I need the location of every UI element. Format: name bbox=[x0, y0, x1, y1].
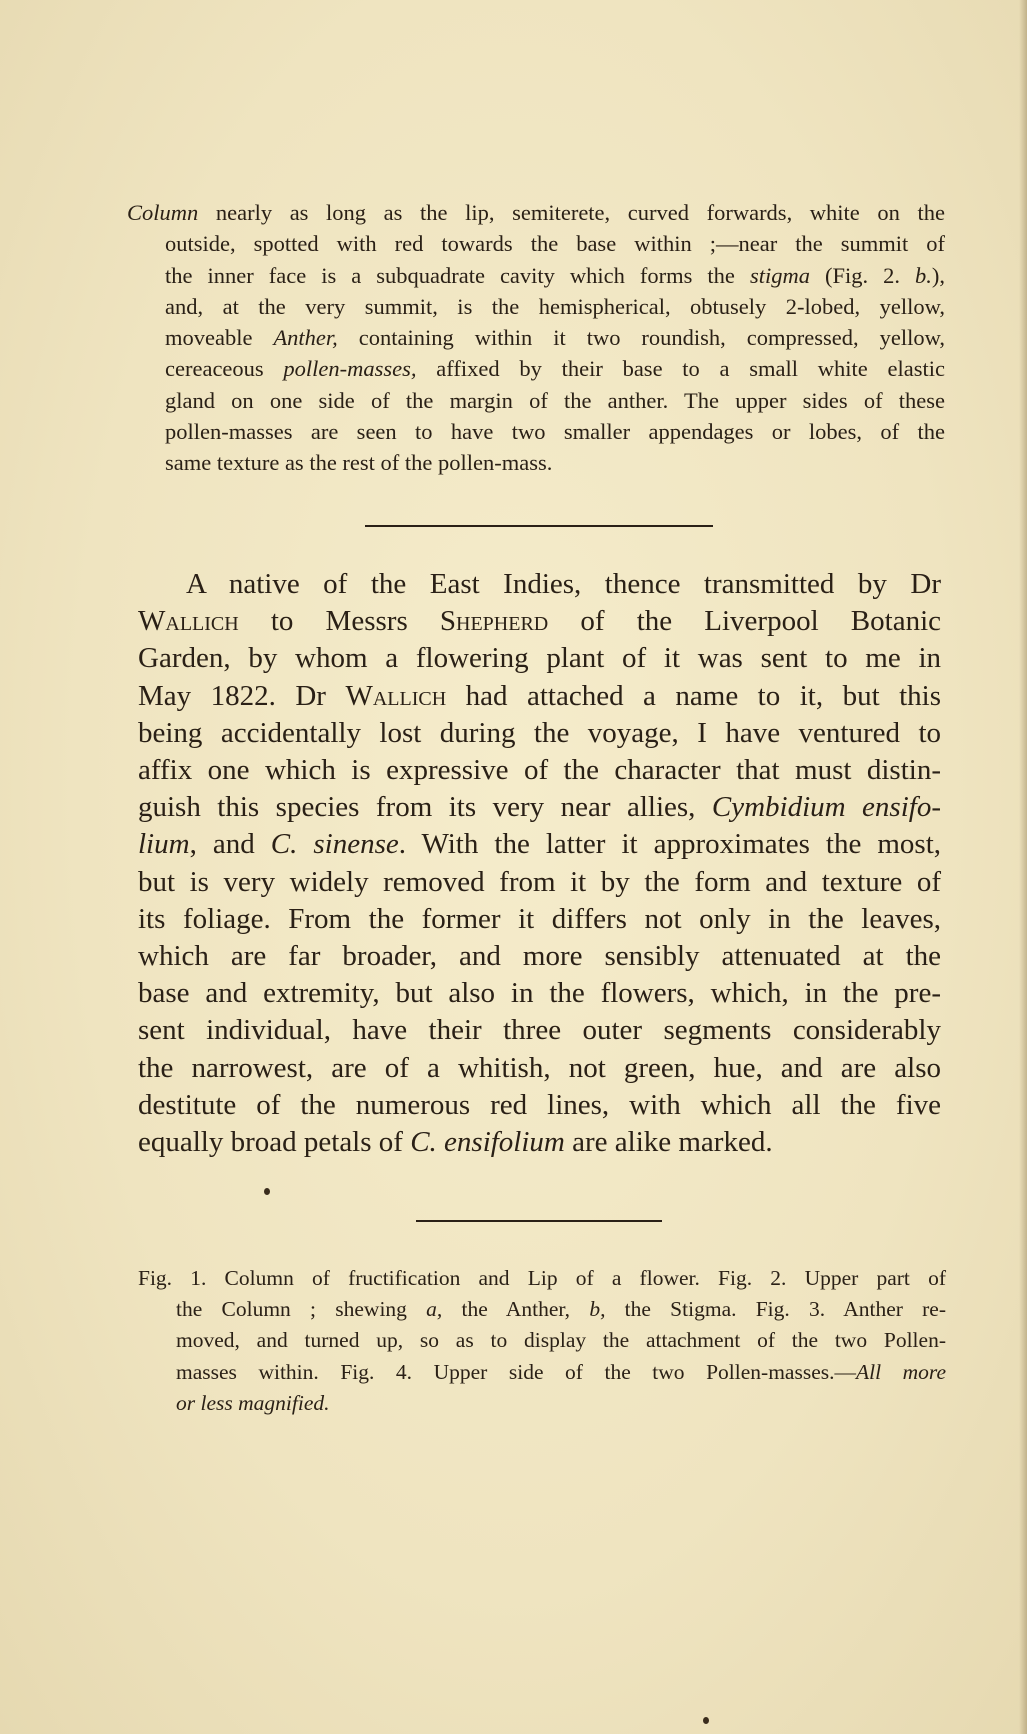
native-text: to Messrs bbox=[238, 605, 440, 638]
native-line-4 bbox=[138, 678, 941, 715]
desc-line-2: outside, spotted with red towards the base within ;—near the summit of bbox=[165, 231, 945, 257]
native-line-6: affix one which is expressive of the character that must distin- bbox=[138, 754, 941, 787]
fig-line-2 bbox=[138, 1294, 946, 1325]
term-stigma: stigma bbox=[749, 262, 810, 288]
desc-line-8: pollen-masses are seen to have two smaller appendages or lobes, of the bbox=[165, 419, 945, 445]
native-text: are alike marked. bbox=[564, 1126, 773, 1159]
native-line-5: being accidentally lost during the voyage, I have ventured to bbox=[138, 716, 941, 749]
native-habitat-paragraph bbox=[138, 566, 941, 1161]
desc-line-6 bbox=[127, 353, 945, 384]
desc-text: ), bbox=[931, 262, 945, 288]
fig-line-1: Fig. 1. Column of fructification and Lip of a flower. Fig. 2. Upper part of bbox=[138, 1266, 946, 1290]
term-column: Column bbox=[127, 200, 199, 225]
desc-line-1 bbox=[127, 197, 945, 228]
ink-speck bbox=[703, 1717, 709, 1724]
native-line-14: the narrowest, are of a whitish, not green, hue, and are also bbox=[138, 1051, 941, 1084]
desc-line-5 bbox=[127, 322, 945, 353]
magnification-note: All more bbox=[856, 1359, 947, 1384]
desc-line-9: same texture as the rest of the pollen-mass. bbox=[165, 450, 553, 476]
name-wallich: Wallich bbox=[138, 605, 239, 638]
desc-text: affixed by their base to a small white elastic bbox=[416, 356, 945, 382]
fig-line-4 bbox=[138, 1357, 946, 1388]
native-line-12: base and extremity, but also in the flowers, which, in the pre- bbox=[138, 977, 941, 1010]
page-edge-shadow bbox=[1019, 0, 1027, 1734]
native-text: May 1822. Dr bbox=[138, 679, 346, 712]
fig-line-5 bbox=[138, 1388, 946, 1419]
section-divider-rule bbox=[365, 525, 713, 527]
name-shepherd: Shepherd bbox=[439, 605, 549, 638]
native-line-7 bbox=[138, 789, 941, 826]
native-line-15: destitute of the numerous red lines, with which all the five bbox=[138, 1088, 941, 1121]
desc-text: cereaceous bbox=[165, 356, 284, 382]
native-line-2 bbox=[138, 603, 941, 640]
desc-line-3 bbox=[127, 260, 945, 291]
fig-text: masses within. Fig. 4. Upper side of the two Pollen-masses.— bbox=[176, 1359, 856, 1384]
species-c-ensifolium: C. ensifolium bbox=[410, 1126, 565, 1159]
figure-caption bbox=[138, 1263, 946, 1419]
native-line-16 bbox=[138, 1124, 941, 1161]
native-line-13: sent individual, have their three outer segments considerably bbox=[138, 1014, 941, 1047]
fig-letter-a: a, bbox=[426, 1297, 443, 1322]
column-description-paragraph bbox=[127, 197, 945, 479]
desc-text: containing within it two roundish, compressed, yellow, bbox=[337, 325, 945, 351]
term-anther: Anther, bbox=[273, 325, 338, 351]
native-line-3: Garden, by whom a flowering plant of it was sent to me in bbox=[138, 642, 941, 675]
native-line-10: its foliage. From the former it differs not only in the leaves, bbox=[138, 902, 941, 935]
desc-line-7: gland on one side of the margin of the anther. The upper sides of these bbox=[165, 387, 945, 413]
fig-text: the Column ; shewing bbox=[176, 1297, 427, 1322]
fig-line-3: moved, and turned up, so as to display the attachment of the two Pollen- bbox=[176, 1328, 946, 1353]
native-line-8 bbox=[138, 826, 941, 863]
desc-text: nearly as long as the lip, semiterete, curved forwards, white on the bbox=[198, 200, 945, 225]
fig-text: the Anther, bbox=[442, 1297, 590, 1322]
native-text: , and bbox=[189, 828, 271, 861]
fig-letter-b: b, bbox=[589, 1297, 606, 1322]
term-pollen-masses: pollen-masses, bbox=[283, 356, 417, 382]
species-c-sinense: C. sinense bbox=[270, 828, 399, 861]
fig-letter: b. bbox=[915, 262, 932, 288]
species-ensifolium-cont: lium bbox=[138, 828, 190, 861]
native-text: of the Liverpool Botanic bbox=[548, 605, 941, 638]
magnification-note-cont: or less magnified. bbox=[176, 1390, 330, 1415]
native-text: had attached a name to it, but this bbox=[446, 679, 941, 712]
fig-text: the Stigma. Fig. 3. Anther re- bbox=[605, 1297, 947, 1322]
species-cymbidium-ensifolium: Cymbidium ensifo- bbox=[711, 791, 941, 824]
native-line-1: A native of the East Indies, thence transmitted by Dr bbox=[186, 568, 941, 600]
desc-text: the inner face is a subquadrate cavity which forms the bbox=[165, 262, 750, 288]
native-text: equally broad petals of bbox=[138, 1126, 411, 1159]
native-text: . With the latter it approximates the most, bbox=[398, 828, 942, 861]
caption-divider-rule bbox=[416, 1220, 662, 1222]
native-line-9: but is very widely removed from it by the form and texture of bbox=[138, 865, 941, 898]
name-wallich: Wallich bbox=[345, 679, 447, 712]
desc-line-4: and, at the very summit, is the hemispherical, obtusely 2-lobed, yellow, bbox=[165, 293, 945, 319]
desc-text: (Fig. 2. bbox=[809, 262, 915, 288]
ink-speck bbox=[264, 1188, 270, 1195]
native-text: guish this species from its very near allies, bbox=[138, 791, 712, 824]
native-line-11: which are far broader, and more sensibly attenuated at the bbox=[138, 940, 941, 973]
desc-text: moveable bbox=[165, 325, 274, 351]
